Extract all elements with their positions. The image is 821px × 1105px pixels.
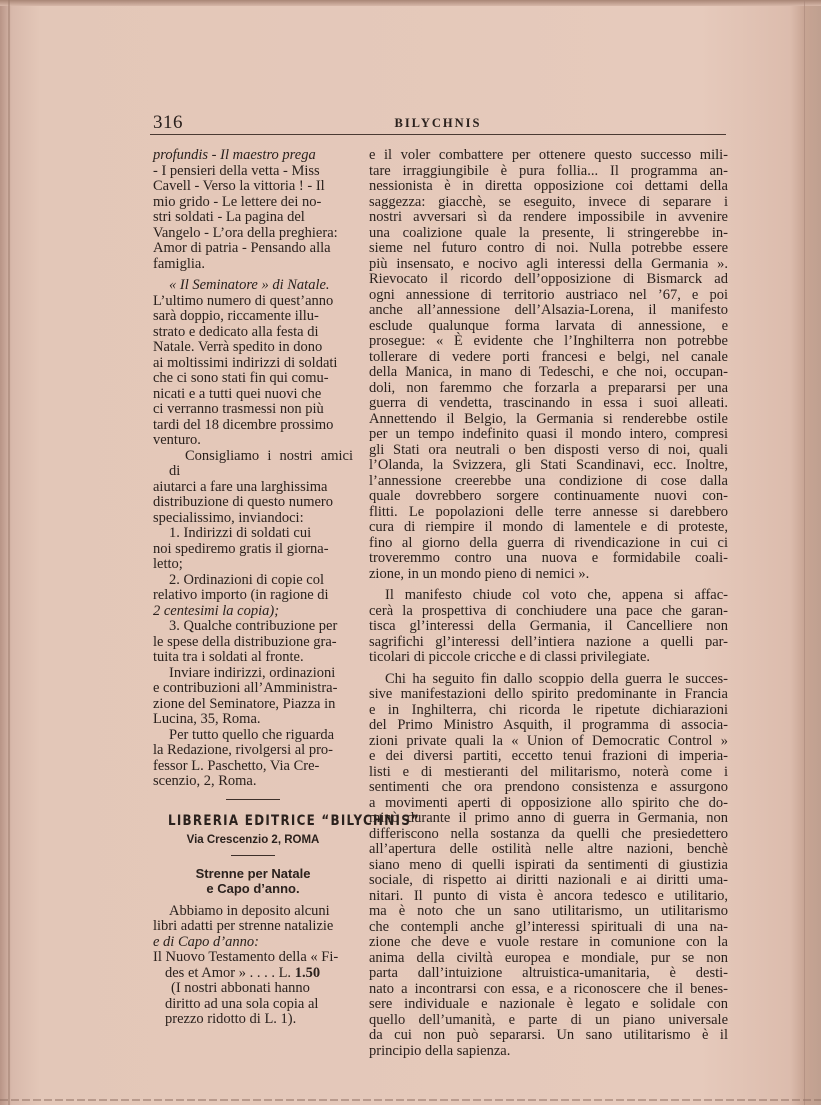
text-line: saggezza: giacchè, se eseguito, invece di separare i [369, 193, 728, 210]
text-line: doli, non faremmo che forzarla a prepararsi per una [369, 379, 728, 396]
text-line: des et Amor » . . . . L. [165, 964, 292, 981]
text-line: sociale, di rispetto ai diritti nazionali e ai diritti uma- [369, 872, 728, 888]
text-line: quale dovrebbero sorgere continuamente nuovi con- [369, 488, 728, 504]
text-line: per un tempo indefinito quasi il mondo intero, compresi [369, 426, 728, 442]
text-line: fino al giorno della guerra di rivendicazione in cui ci [369, 534, 728, 551]
text-line: più insensato, e nocivo agli interessi della Germania ». [369, 255, 728, 272]
page-bottom-edge [0, 1099, 821, 1101]
text-line: cura di riempire il mondo di lamentele e di proteste, [369, 519, 728, 535]
text-line: Lucina, 35, Roma. [153, 711, 261, 727]
text-line: nitari. Il punto di vista è ancora tedesco e utilitario, [369, 887, 728, 904]
text-line: tollerare di vedere porti francesi e belgi, nel canale [369, 348, 728, 365]
text-line: l’annessione creerebbe una condizione di cose dalla [369, 472, 728, 489]
text-line: listi e di mestieranti del militarismo, noterà come i [369, 763, 728, 780]
text-line: Consigliamo i nostri amici di [169, 447, 353, 479]
text-line: ai moltissimi indirizzi di soldati [153, 354, 338, 371]
running-head [150, 112, 726, 136]
text-line: tardi del 18 dicembre prossimo [153, 416, 334, 433]
text-line: e dei diversi partiti, eccetto tenui frazioni di imperia- [369, 748, 728, 764]
text-line: L’ultimo numero di quest’anno [153, 292, 334, 309]
text-line: le spese della distribuzione gra- [153, 633, 337, 650]
text-line: mio grido - Le lettere dei no- [153, 193, 322, 210]
paragraph-3 [369, 672, 728, 1060]
text-line: specialissimo, inviandoci: [153, 509, 304, 526]
text-line: e contribuzioni all’Amministra- [153, 680, 338, 696]
text-line: 2. Ordinazioni di copie col [169, 571, 325, 588]
text-line: anche all’annessione dell’Alsazia-Lorena, il manifesto [369, 302, 728, 318]
promo-title [153, 866, 353, 896]
publisher-rule [231, 855, 275, 856]
page-top-edge [0, 0, 821, 6]
text-line: distribuzione di questo numero [153, 494, 334, 510]
text-line: zione che deve e vuole restare in comunione con la [369, 934, 728, 950]
text-line: nessionista è in diretta opposizione coi dettami della [369, 178, 728, 194]
text-line: del Primo Ministro Asquith, il programma di associa- [369, 717, 728, 733]
promo-note [153, 981, 353, 1028]
journal-title: BILYCHNIS [394, 116, 482, 130]
text-line: strato e dedicato alla festa di [153, 323, 319, 340]
text-line: sarà doppio, riccamente illu- [153, 308, 319, 324]
text-line: principio della sapienza. [369, 1042, 511, 1059]
text-line: guerra di vendetta, trascinando in essa i suoi alleati. [369, 395, 728, 411]
text-line: nicati e a tutti quei nuovi che [153, 385, 322, 402]
contents-list [153, 148, 353, 272]
text-line: una coalizione quale la presente, li stringerebbe in- [369, 224, 728, 241]
inviare-paragraph [153, 666, 353, 728]
text-block [150, 110, 730, 1090]
text-line: sieme nel futuro contro di noi. Nulla potrebbe essere [369, 240, 728, 256]
text-line: (I nostri abbonati hanno [171, 980, 310, 996]
publisher-address: Via Crescenzio 2, ROMA [186, 834, 320, 846]
text-line: zione del Seminatore, Piazza in [153, 695, 336, 712]
text-line: nato a incontrarsi con essa, e a riconoscere che il benes- [369, 980, 728, 997]
text-line: quello dell’umanità, e parte di un piano universale [369, 1011, 728, 1028]
section-divider [226, 799, 280, 800]
text-line: Abbiamo in deposito alcuni [169, 902, 330, 919]
text-line: all’apertura delle ostilità nelle altre nazioni, benchè [369, 841, 728, 857]
text-line: 1. Indirizzi di soldati cui [169, 525, 312, 541]
text-line: Vangelo - L’ora della preghiera: [153, 224, 338, 241]
text-line: Amor di patria - Pensando alla [153, 240, 331, 256]
text-line: Il Nuovo Testamento della « Fi- [153, 949, 339, 965]
text-line: anima della civiltà europea e mondiale, pur se non [369, 949, 728, 966]
text-line: 2 centesimi la copia); [153, 602, 280, 619]
text-line: venturo. [153, 432, 201, 448]
text-line: noi spediremo gratis il giorna- [153, 540, 329, 557]
header-rule [150, 134, 726, 135]
text-line: relativo importo (in ragione di [153, 587, 329, 603]
text-line: prosegue: « È evidente che l’Inghilterra non potrebbe [369, 333, 728, 349]
text-line: - I pensieri della vetta - Miss [153, 162, 320, 179]
text-line: siano meno di quelli ispirati da sentimenti di giustizia [369, 856, 728, 873]
text-line: Per tutto quello che riguarda [169, 726, 335, 743]
text-line: scenzio, 2, Roma. [153, 773, 257, 789]
text-line: Chi ha seguito fin dallo scoppio della guerra le succes- [385, 670, 728, 687]
publisher-name: LIBRERIA EDITRICE “BILYCHNIS” [168, 812, 421, 829]
text-line: Natale. Verrà spedito in dono [153, 339, 323, 355]
left-column [153, 147, 421, 1028]
text-line: fessor L. Paschetto, Via Cre- [153, 757, 320, 774]
text-line: esclude qualunque forma larvata di annessione, e [369, 317, 728, 334]
seminatore-paragraph [153, 278, 353, 449]
text-line: Il manifesto chiude col voto che, appena si affac- [385, 587, 728, 603]
text-line: sive manifestazioni dello spirito predominante in Francia [369, 686, 728, 702]
text-line: sentimenti che ora prendono consistenza e assurgono [369, 779, 728, 795]
page-right-edge [804, 0, 805, 1105]
text-line: zione, in un mondo pieno di nemici ». [369, 565, 590, 582]
text-line: gli Stati ora neutrali o ben disposti verso di noi, quali [369, 441, 728, 458]
text-line: stri soldati - La pagina del [153, 209, 305, 225]
promo-title-line: Strenne per Natale [195, 865, 311, 881]
binding-edge [8, 0, 10, 1105]
list-item-1 [153, 526, 353, 573]
text-line: che contempli anche gl’interessi spirituali di una na- [369, 918, 728, 935]
text-line: minò durante il primo anno di guerra in Germania, non [369, 810, 728, 826]
consigliamo-paragraph [153, 449, 353, 527]
text-line: e in Inghilterra, chi ricorda le ripetute dichiarazioni [369, 701, 728, 718]
text-line: tuita tra i soldati al fronte. [153, 649, 304, 665]
text-line: nostri avversari sì da rendere impossibile in avvenire [369, 209, 728, 225]
text-line: flitti. Le popolazioni delle terre annesse si darebbero [369, 503, 728, 520]
text-line: Cavell - Verso la vittoria ! - Il [153, 178, 325, 194]
promo-item [153, 950, 353, 981]
text-line: profundis - Il maestro prega [153, 147, 316, 163]
text-line: Inviare indirizzi, ordinazioni [169, 664, 336, 681]
list-item-2 [153, 573, 353, 620]
section-heading: « Il Seminatore » di Natale. [169, 277, 330, 293]
text-line: l’Olanda, la Svizzera, gli Stati Scandinavi, ecc. Inoltre, [369, 457, 728, 473]
text-line: da cui non può separarsi. Un sano utilitarismo è il [369, 1027, 728, 1043]
text-line: ticolari di piccole cricche e di classi privilegiate. [369, 649, 651, 665]
text-line: differiscono nella sostanza da quelli che presiedettero [369, 825, 728, 842]
text-line: Rievocato il ricordo dell’opposizione di Bismarck ad [369, 271, 728, 287]
text-line: libri adatti per strenne natalizie [153, 918, 334, 934]
promo-body [153, 904, 353, 951]
text-line: famiglia. [153, 255, 205, 272]
text-line: ci verranno trasmessi non più [153, 401, 324, 417]
text-line: parta dall’intuizione altruistica-umanitaria, è desti- [369, 965, 728, 981]
text-line: letto; [153, 556, 183, 572]
text-line: Annettendo il Belgio, la Germania si renderebbe ostile [369, 410, 728, 427]
text-line: cerà la prospettiva di conchiudere una pace che garan- [369, 602, 728, 619]
text-line: tisca gl’interessi della Germania, il Cancelliere non [369, 618, 728, 634]
right-column [369, 148, 728, 1059]
redazione-paragraph [153, 728, 353, 790]
text-line: la Redazione, rivolgersi al pro- [153, 742, 333, 758]
list-item-3 [153, 619, 353, 666]
page-number: 316 [153, 112, 183, 133]
text-line: e di Capo d’anno: [153, 933, 259, 950]
text-line: diritto ad una sola copia al [165, 995, 319, 1012]
promo-title-line: e Capo d’anno. [206, 880, 300, 896]
text-line: prezzo ridotto di L. 1). [165, 1011, 297, 1027]
text-line: e il voler combattere per ottenere questo successo mili- [369, 147, 728, 163]
paragraph-2 [369, 588, 728, 666]
text-line: sere individuale e nazionale è legato e solidale con [369, 996, 728, 1012]
paragraph-1 [369, 148, 728, 582]
text-line: della Manica, in mano di Tedeschi, e che noi, occupan- [369, 364, 728, 380]
text-line: 3. Qualche contribuzione per [169, 618, 338, 634]
text-line: zioni private quali la « Union of Democratic Control » [369, 732, 728, 749]
text-line: a movimenti aperti di opposizione allo spirito che do- [369, 794, 728, 811]
price: 1.50 [294, 964, 321, 981]
text-line: ogni annessione di territorio austriaco nel ’67, e poi [369, 286, 728, 303]
text-line: troveremmo contro una nuova e formidabile coali- [369, 550, 728, 566]
text-line: ma è noto che un sano utilitarismo, un utilitarismo [369, 903, 728, 919]
text-line: aiutarci a fare una larghissima [153, 478, 328, 495]
text-line: che ci sono stati fin qui comu- [153, 370, 329, 386]
text-line: sagrifichi gl’interessi dell’intiera nazione a quelli par- [369, 633, 728, 650]
text-line: tare irraggiungibile è pura follia... Il programma an- [369, 162, 728, 179]
